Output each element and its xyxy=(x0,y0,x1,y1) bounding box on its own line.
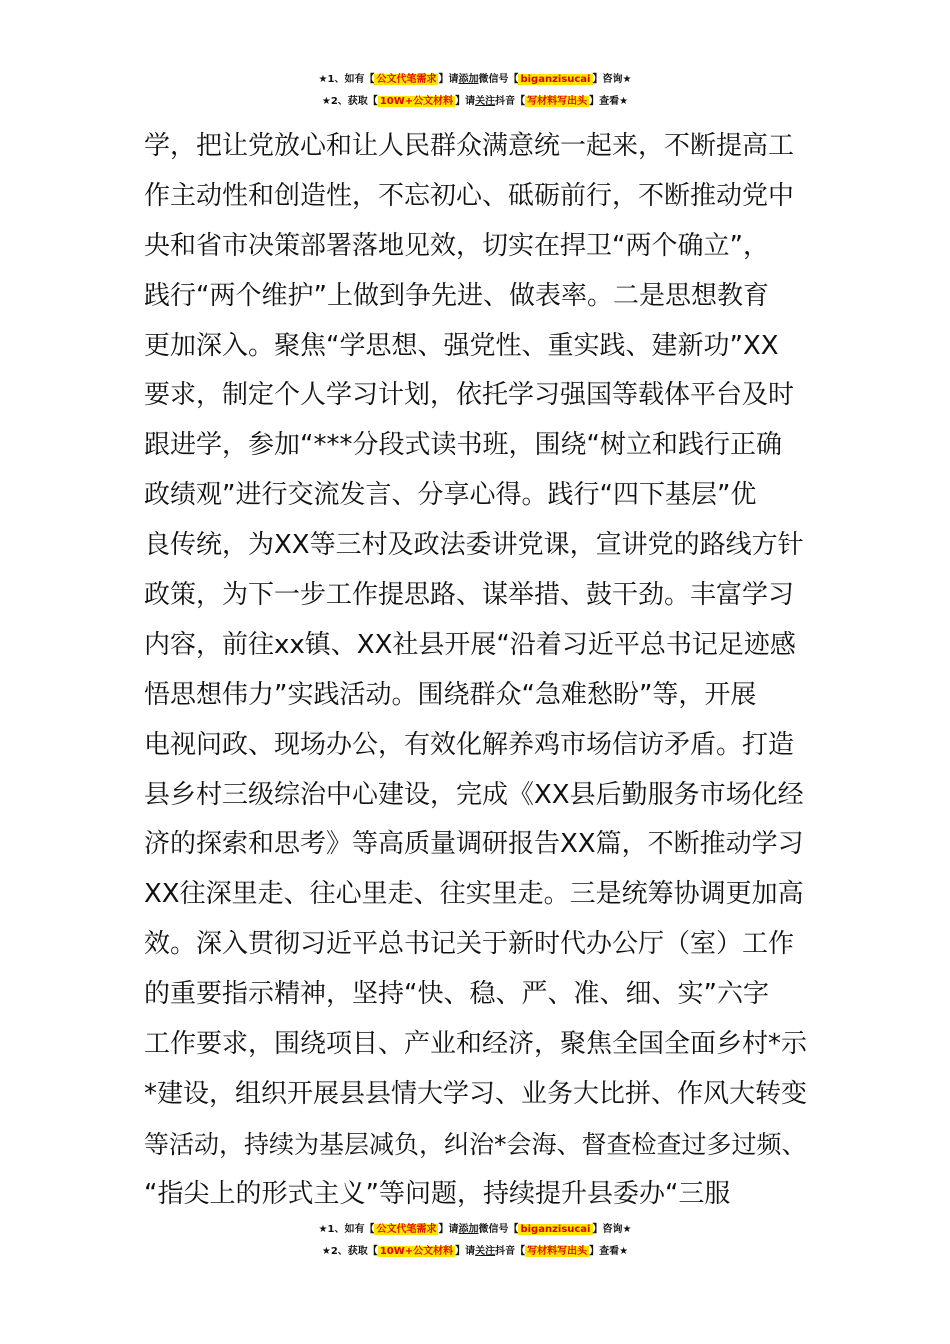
body-line: 等活动，持续为基层减负，纠治*会海、督查检查过多过频、 xyxy=(144,1129,807,1159)
banner-text: 】请 xyxy=(455,1246,476,1257)
banner-highlight: biganzisucai xyxy=(520,1224,591,1235)
banner-highlight: 10W+公文材料 xyxy=(379,96,454,107)
banner-highlight: 10W+公文材料 xyxy=(379,1246,454,1257)
body-line: 工作要求，围绕项目、产业和经济，聚焦全国全面乡村*示 xyxy=(144,1029,808,1060)
banner-text: 抖音【 xyxy=(495,96,526,107)
body-line: 内容，前往xx镇、XX社县开展“沿着习近平总书记足迹感 xyxy=(144,629,796,660)
body-line: XX往深里走、往心里走、往实里走。三是统筹协调更加高 xyxy=(144,879,804,910)
body-line: 的重要指示精神，坚持“快、稳、严、准、细、实”六字 xyxy=(144,979,769,1010)
banner-text: 】咨询★ xyxy=(592,1224,632,1235)
banner-text: ★1、如有【 xyxy=(318,74,375,85)
header-banner-line-2 xyxy=(0,91,950,113)
body-line: 效。深入贯彻习近平总书记关于新时代办公厅（室）工作 xyxy=(144,929,795,960)
footer-banner-line-2 xyxy=(0,1241,950,1263)
body-line: 悟思想伟力”实践活动。围绕群众“急难愁盼”等，开展 xyxy=(144,679,757,710)
banner-text: 】请 xyxy=(438,1224,459,1235)
body-line: 要求，制定个人学习计划，依托学习强国等载体平台及时 xyxy=(144,380,795,411)
body-line: 电视问政、现场办公，有效化解养鸡市场信访矛盾。打造 xyxy=(144,729,795,760)
banner-text: 】查看★ xyxy=(589,1246,629,1257)
body-line: 学，把让党放心和让人民群众满意统一起来，不断提高工 xyxy=(144,131,795,161)
body-line: 央和省市决策部署落地见效，切实在捍卫“两个确立”， xyxy=(144,230,769,261)
banner-highlight: 写材料写出头 xyxy=(527,96,588,107)
body-line: 良传统，为XX等三村及政法委讲党课，宣讲党的路线方针 xyxy=(144,530,804,561)
footer-banner-line-1 xyxy=(0,1219,950,1241)
body-line: 政策，为下一步工作提思路、谋举措、鼓干劲。丰富学习 xyxy=(144,580,795,611)
body-line: *建设，组织开展县县情大学习、业务大比拼、作风大转变 xyxy=(144,1078,808,1109)
banner-text: ★2、获取【 xyxy=(321,1246,378,1257)
body-line: 县乡村三级综治中心建设，完成《XX县后勤服务市场化经 xyxy=(144,779,804,810)
banner-underlined: 添加 xyxy=(458,1224,479,1235)
banner-underlined: 关注 xyxy=(475,96,496,107)
banner-underlined: 添加 xyxy=(458,74,479,85)
banner-highlight: 公文代笔需求 xyxy=(376,74,437,85)
banner-text: ★1、如有【 xyxy=(318,1224,375,1235)
body-line: 践行“两个维护”上做到争先进、做表率。二是思想教育 xyxy=(144,280,769,311)
body-line: “指尖上的形式主义”等问题，持续提升县委办“三服 xyxy=(144,1178,731,1209)
banner-text: 】咨询★ xyxy=(592,74,632,85)
body-line: 跟进学，参加“***分段式读书班，围绕“树立和践行正确 xyxy=(144,430,782,461)
banner-text: 微信号【 xyxy=(478,1224,519,1235)
banner-text: ★2、获取【 xyxy=(321,96,378,107)
body-line: 政绩观”进行交流发言、分享心得。践行“四下基层”优 xyxy=(144,480,757,511)
banner-text: 】查看★ xyxy=(589,96,629,107)
banner-text: 】请 xyxy=(438,74,459,85)
banner-text: 】请 xyxy=(455,96,476,107)
header-banner-line-1 xyxy=(0,69,950,91)
body-line: 济的探索和思考》等高质量调研报告XX篇，不断推动学习 xyxy=(144,829,804,860)
body-line: 作主动性和创造性，不忘初心、砥砺前行，不断推动党中 xyxy=(144,180,795,211)
document-body xyxy=(144,122,816,1220)
banner-highlight: 写材料写出头 xyxy=(527,1246,588,1257)
banner-underlined: 关注 xyxy=(475,1246,496,1257)
banner-highlight: 公文代笔需求 xyxy=(376,1224,437,1235)
body-line: 更加深入。聚焦“学思想、强党性、重实践、建新功”XX xyxy=(144,330,779,361)
footer-banner xyxy=(0,1219,950,1263)
banner-text: 微信号【 xyxy=(478,74,519,85)
banner-text: 抖音【 xyxy=(495,1246,526,1257)
header-banner xyxy=(0,69,950,113)
banner-highlight: biganzisucai xyxy=(520,74,591,85)
